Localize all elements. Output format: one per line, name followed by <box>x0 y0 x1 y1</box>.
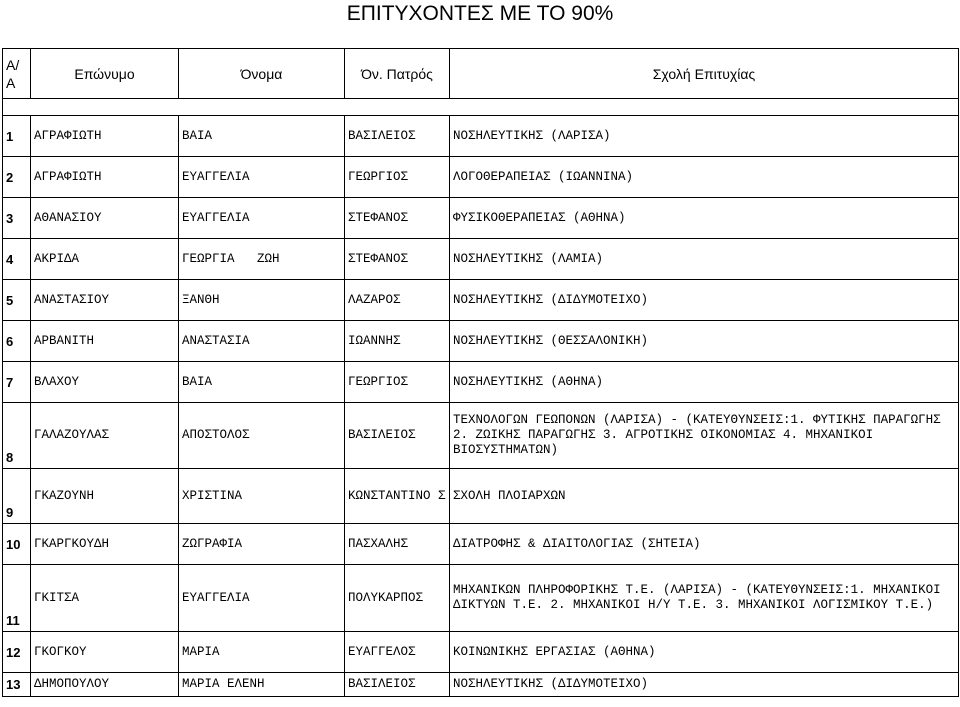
row-number: 7 <box>3 362 31 403</box>
row-number: 12 <box>3 632 31 673</box>
results-table <box>2 48 959 697</box>
cell-school: ΔΙΑΤΡΟΦΗΣ & ΔΙΑΙΤΟΛΟΓΙΑΣ (ΣΗΤΕΙΑ) <box>450 524 959 565</box>
header-name: Όνομα <box>179 49 345 99</box>
table-row <box>3 198 959 239</box>
cell-surname: ΓΚΙΤΣΑ <box>31 565 179 632</box>
cell-father: ΚΩΝΣΤΑΝΤΙΝΟ Σ <box>345 469 450 524</box>
cell-surname: ΓΚΟΓΚΟΥ <box>31 632 179 673</box>
row-number: 13 <box>3 673 31 697</box>
cell-name: ΕΥΑΓΓΕΛΙΑ <box>179 157 345 198</box>
cell-name: ΖΩΓΡΑΦΙΑ <box>179 524 345 565</box>
header-school: Σχολή Επιτυχίας <box>450 49 959 99</box>
cell-name: ΒΑΙΑ <box>179 362 345 403</box>
cell-name: ΓΕΩΡΓΙΑ ΖΩΗ <box>179 239 345 280</box>
cell-name: ΞΑΝΘΗ <box>179 280 345 321</box>
row-number: 4 <box>3 239 31 280</box>
cell-father: ΒΑΣΙΛΕΙΟΣ <box>345 116 450 157</box>
cell-name: ΕΥΑΓΓΕΛΙΑ <box>179 198 345 239</box>
cell-surname: ΑΚΡΙΔΑ <box>31 239 179 280</box>
cell-name: ΑΠΟΣΤΟΛΟΣ <box>179 403 345 469</box>
row-number: 3 <box>3 198 31 239</box>
row-number: 6 <box>3 321 31 362</box>
row-number: 8 <box>3 403 31 469</box>
spacer-cell <box>450 99 959 116</box>
table-row <box>3 673 959 697</box>
table-row <box>3 239 959 280</box>
cell-father: ΙΩΑΝΝΗΣ <box>345 321 450 362</box>
cell-father: ΠΟΛΥΚΑΡΠΟΣ <box>345 565 450 632</box>
cell-father: ΒΑΣΙΛΕΙΟΣ <box>345 403 450 469</box>
row-number: 10 <box>3 524 31 565</box>
cell-father: ΕΥΑΓΓΕΛΟΣ <box>345 632 450 673</box>
row-number: 2 <box>3 157 31 198</box>
cell-father: ΣΤΕΦΑΝΟΣ <box>345 239 450 280</box>
table-row <box>3 280 959 321</box>
table-row <box>3 524 959 565</box>
table-row <box>3 565 959 632</box>
cell-school: ΝΟΣΗΛΕΥΤΙΚΗΣ (ΔΙΔΥΜΟΤΕΙΧΟ) <box>450 673 959 697</box>
table-row <box>3 362 959 403</box>
cell-father: ΓΕΩΡΓΙΟΣ <box>345 362 450 403</box>
header-aa: Α/ Α <box>3 49 31 99</box>
cell-school: ΣΧΟΛΗ ΠΛΟΙΑΡΧΩΝ <box>450 469 959 524</box>
header-surname: Επώνυμο <box>31 49 179 99</box>
spacer-cell <box>345 99 450 116</box>
cell-name: ΕΥΑΓΓΕΛΙΑ <box>179 565 345 632</box>
cell-school: ΝΟΣΗΛΕΥΤΙΚΗΣ (ΛΑΡΙΣΑ) <box>450 116 959 157</box>
cell-school: ΦΥΣΙΚΟΘΕΡΑΠΕΙΑΣ (ΑΘΗΝΑ) <box>450 198 959 239</box>
cell-school: ΝΟΣΗΛΕΥΤΙΚΗΣ (ΑΘΗΝΑ) <box>450 362 959 403</box>
row-number: 1 <box>3 116 31 157</box>
table-header-row <box>3 49 959 99</box>
cell-surname: ΑΡΒΑΝΙΤΗ <box>31 321 179 362</box>
table-row <box>3 116 959 157</box>
cell-surname: ΓΚΑΖΟΥΝΗ <box>31 469 179 524</box>
cell-father: ΒΑΣΙΛΕΙΟΣ <box>345 673 450 697</box>
cell-school: ΜΗΧΑΝΙΚΩΝ ΠΛΗΡΟΦΟΡΙΚΗΣ Τ.Ε. (ΛΑΡΙΣΑ) - (ΚΑΤΕΥΘΥΝΣΕΙΣ:1. ΜΗΧΑΝΙΚΟΙ ΔΙΚΤΥΩΝ Τ.Ε. 2. ΜΗΧΑΝΙΚΟΙ Η/Υ Τ.Ε. 3. ΜΗΧΑΝΙΚΟΙ ΛΟΓΙΣΜΙΚΟΥ Τ.Ε.) <box>450 565 959 632</box>
table-row <box>3 403 959 469</box>
spacer-cell <box>179 99 345 116</box>
cell-surname: ΓΑΛΑΖΟΥΛΑΣ <box>31 403 179 469</box>
cell-surname: ΔΗΜΟΠΟΥΛΟΥ <box>31 673 179 697</box>
cell-surname: ΒΛΑΧΟΥ <box>31 362 179 403</box>
row-number: 11 <box>3 565 31 632</box>
cell-surname: ΑΓΡΑΦΙΩΤΗ <box>31 116 179 157</box>
cell-father: ΛΑΖΑΡΟΣ <box>345 280 450 321</box>
cell-name: ΜΑΡΙΑ <box>179 632 345 673</box>
cell-school: ΚΟΙΝΩΝΙΚΗΣ ΕΡΓΑΣΙΑΣ (ΑΘΗΝΑ) <box>450 632 959 673</box>
table-row <box>3 321 959 362</box>
cell-name: ΒΑΙΑ <box>179 116 345 157</box>
cell-father: ΓΕΩΡΓΙΟΣ <box>345 157 450 198</box>
page-title: ΕΠΙΤΥΧΟΝΤΕΣ ΜΕ ΤΟ 90% <box>346 2 614 25</box>
table-row <box>3 157 959 198</box>
row-number: 9 <box>3 469 31 524</box>
cell-surname: ΑΘΑΝΑΣΙΟΥ <box>31 198 179 239</box>
spacer-cell <box>3 99 31 116</box>
cell-father: ΠΑΣΧΑΛΗΣ <box>345 524 450 565</box>
cell-surname: ΑΝΑΣΤΑΣΙΟΥ <box>31 280 179 321</box>
spacer-cell <box>31 99 179 116</box>
cell-school: ΤΕΧΝΟΛΟΓΩΝ ΓΕΩΠΟΝΩΝ (ΛΑΡΙΣΑ) - (ΚΑΤΕΥΘΥΝΣΕΙΣ:1. ΦΥΤΙΚΗΣ ΠΑΡΑΓΩΓΗΣ 2. ΖΩΙΚΗΣ ΠΑΡΑΓΩΓΗΣ 3. ΑΓΡΟΤΙΚΗΣ ΟΙΚΟΝΟΜΙΑΣ 4. ΜΗΧΑΝΙΚΟΙ ΒΙΟΣΥΣΤΗΜΑΤΩΝ) <box>450 403 959 469</box>
cell-name: ΑΝΑΣΤΑΣΙΑ <box>179 321 345 362</box>
cell-school: ΝΟΣΗΛΕΥΤΙΚΗΣ (ΘΕΣΣΑΛΟΝΙΚΗ) <box>450 321 959 362</box>
row-number: 5 <box>3 280 31 321</box>
cell-surname: ΑΓΡΑΦΙΩΤΗ <box>31 157 179 198</box>
header-father: Όν. Πατρός <box>345 49 450 99</box>
table-row <box>3 632 959 673</box>
cell-school: ΛΟΓΟΘΕΡΑΠΕΙΑΣ (ΙΩΑΝΝΙΝΑ) <box>450 157 959 198</box>
cell-surname: ΓΚΑΡΓΚΟΥΔΗ <box>31 524 179 565</box>
cell-name: ΧΡΙΣΤΙΝΑ <box>179 469 345 524</box>
cell-school: ΝΟΣΗΛΕΥΤΙΚΗΣ (ΛΑΜΙΑ) <box>450 239 959 280</box>
table-row <box>3 469 959 524</box>
cell-name: ΜΑΡΙΑ ΕΛΕΝΗ <box>179 673 345 697</box>
cell-school: ΝΟΣΗΛΕΥΤΙΚΗΣ (ΔΙΔΥΜΟΤΕΙΧΟ) <box>450 280 959 321</box>
header-spacer-row <box>3 99 959 116</box>
cell-father: ΣΤΕΦΑΝΟΣ <box>345 198 450 239</box>
